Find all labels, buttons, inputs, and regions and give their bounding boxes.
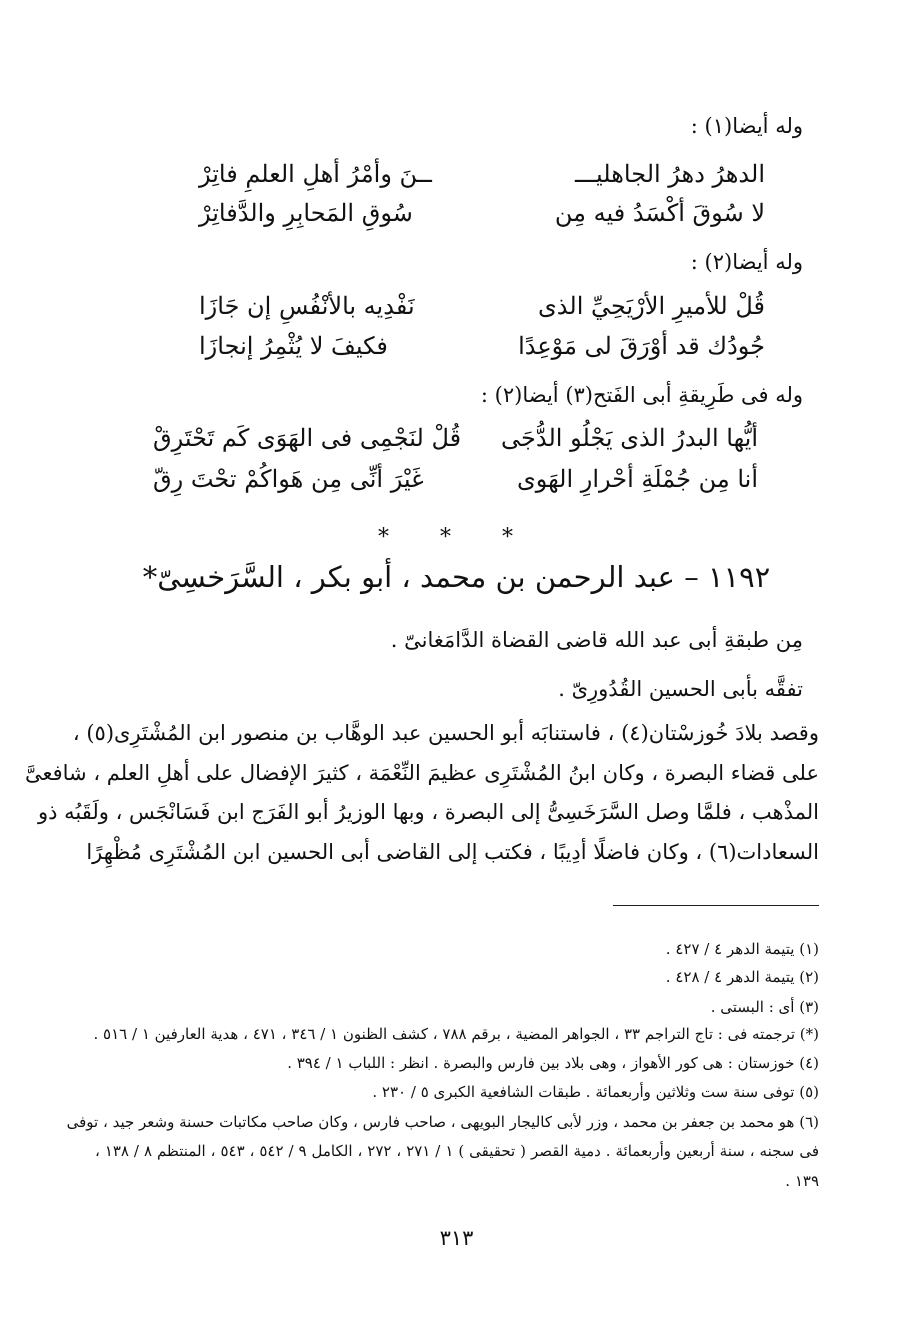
poem-intro: وله أيضا(١) : [690,114,803,138]
footnote: (١) يتيمة الدهر ٤ / ٤٢٧ . [665,940,819,958]
footnote: (٣) أى : البستى . [710,998,819,1016]
verse-line [199,199,765,239]
verse-first-hemistich: قُلْ للأميرِ الأرْيَحِيِّ الذى [538,292,765,320]
verse-first-hemistich: أنا مِن جُمْلَةِ أحْرارِ الهَوى [516,465,758,493]
verse-second-hemistich: فكيفَ لا يُثْمِرُ إنجازَا [199,332,388,360]
body-text-line: السعادات(٦) ، وكان فاضلًا أدِيبًا ، فكتب إلى القاضى أبى الحسين ابن المُشْتَرِى مُظْهِرًا [86,840,819,864]
verse-second-hemistich: نَفْدِيه بالأنْفُسِ إن جَازَا [199,292,415,320]
page-number: ٣١٣ [439,1226,474,1250]
verse-second-hemistich: ــنَ وأمْرُ أهلِ العلمِ فاتِرْ [199,160,432,188]
verse-first-hemistich: جُودُك قد أوْرَقَ لى مَوْعِدًا [518,332,765,360]
body-text-line: على قضاء البصرة ، وكان ابنُ المُشْتَرِى عظيمَ النِّعْمَة ، كثيرَ الإفضال على أهلِ العلم ، شافعىَّ [24,761,819,785]
section-separator: * * * [378,525,535,550]
verse-first-hemistich: أيُّها البدرُ الذى يَجْلُو الدُّجَى [501,424,758,452]
footnote: (٦) هو محمد بن جعفر بن محمد ، وزر لأبى كاليجار البويهى ، صاحب فارس ، وكان صاحب مكاتبات حسنة وشعر جيد ، توفى [66,1113,819,1131]
poem-intro: وله أيضا(٢) : [690,250,803,274]
footnote: (٢) يتيمة الدهر ٤ / ٤٢٨ . [665,968,819,986]
body-text-line: المذْهب ، فلمَّا وصل السَّرَخَسِىُّ إلى البصرة ، وبها الوزيرُ أبو الفَرَج ابن فَسَانْجَس ، ولَقَبُه ذو [37,800,819,824]
footnote-divider [613,905,819,906]
footnote: (٥) توفى سنة ست وثلاثين وأربعمائة . طبقات الشافعية الكبرى ٥ / ٢٣٠ . [372,1083,819,1101]
verse-second-hemistich: سُوقِ المَحابِرِ والدَّفاتِرْ [199,199,413,227]
verse-line [153,424,758,464]
verse-line [199,292,765,332]
verse-second-hemistich: غَيْرَ أنِّى مِن هَواكُمْ تحْتَ رِقّ [153,465,424,493]
poem-intro: وله فى طَرِيقةِ أبى الفَتح(٣) أيضا(٢) : [480,383,803,407]
paragraph: مِن طبقةِ أبى عبد الله قاضى القضاة الدَّامَغانىّ . [390,628,803,652]
verse-first-hemistich: لا سُوقَ أكْسَدُ فيه مِن [554,199,765,227]
entry-heading: ١١٩٢ – عبد الرحمن بن محمد ، أبو بكر ، السَّرَخسِىّ* [142,560,771,594]
verse-line [199,332,765,372]
footnote: (٤) خوزستان : هى كور الأهواز ، وهى بلاد بين فارس والبصرة . انظر : اللباب ١ / ٣٩٤ . [287,1054,819,1072]
verse-line [153,465,758,505]
verse-second-hemistich: قُلْ لنَجْمِى فى الهَوَى كَم تَحْتَرِقْ [153,424,462,452]
footnote-continuation: فى سجنه ، سنة أربعين وأربعمائة . دمية القصر ( تحقيقى ) ١ / ٢٧١ ، ٢٧٢ ، الكامل ٩ / ٥٤٢ ، ٥٤٣ ، المنتظم ٨ / ١٣٨ ، [95,1142,820,1160]
paragraph: تفقَّه بأبى الحسين القُدُورِىّ . [558,677,803,701]
verse-line [199,160,765,200]
footnote: (*) ترجمته فى : تاج التراجم ٣٣ ، الجواهر المضية ، برقم ٧٨٨ ، كشف الظنون ١ / ٣٤٦ ، ٤٧١ ، هدية العارفين ١ / ٥١٦ . [93,1025,819,1043]
verse-first-hemistich: الدهرُ دهرُ الجاهليـــ [574,160,765,188]
body-text-line: وقصد بلادَ خُوزسْتان(٤) ، فاستنابَه أبو الحسين عبد الوهَّاب بن منصور ابن المُشْتَرِى(٥) ، [72,721,819,745]
footnote-continuation: ١٣٩ . [785,1172,819,1190]
